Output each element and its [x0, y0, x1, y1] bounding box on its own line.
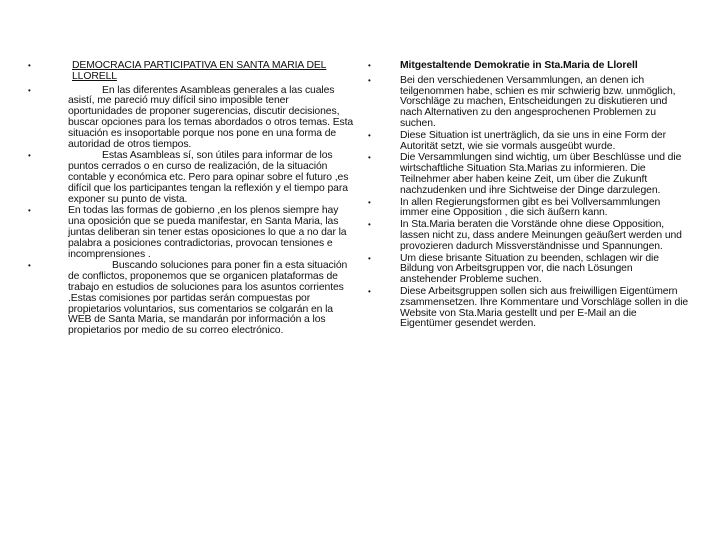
list-item — [28, 261, 356, 337]
bullet: • — [368, 253, 371, 263]
list-item — [368, 131, 690, 153]
list-item — [368, 287, 690, 330]
bullet: • — [368, 75, 371, 85]
bullet: • — [368, 153, 371, 163]
list-item — [368, 220, 690, 252]
list-item — [28, 61, 356, 83]
list-item — [368, 198, 690, 220]
paragraph: In allen Regierungsformen gibt es bei Vollversammlungen immer eine Opposition , die sich äußern kann. — [400, 196, 661, 219]
list-item — [368, 153, 690, 196]
paragraph: En todas las formas de gobierno ,en los plenos siempre hay una oposición que se pueda manifestar, en Santa Maria, las juntas deliberan sin tener estas oposiciones lo que a no dar la palabra a posiciones contradictorias, provocan tensiones e incomprensiones . — [68, 205, 347, 260]
list-item — [368, 76, 690, 130]
paragraph: En las diferentes Asambleas generales a las cuales asistí, me pareció muy difícil sino imposible tener oportunidades de proponer sugerencias, discutir decisiones, buscar opciones para los temas abordados o otros temas. Esta situación es insoportable porque nos pone en una forma de autoridad de otros tiempos. — [68, 84, 354, 150]
bullet: • — [28, 261, 31, 271]
bullet: • — [28, 206, 31, 216]
bullet: • — [368, 220, 371, 230]
bullet: • — [28, 85, 31, 95]
list-item — [368, 254, 690, 286]
bullet: • — [28, 151, 31, 161]
bullet: • — [368, 197, 371, 207]
list-item — [368, 61, 690, 72]
paragraph: Um diese brisante Situation zu beenden, schlagen wir die Bildung von Arbeitsgruppen vor, die nach Lösungen anstehender Probleme suchen. — [400, 252, 659, 286]
list-item — [28, 206, 356, 260]
paragraph: Diese Arbeitsgruppen sollen sich aus freiwilligen Eigentümern zsammensetzen. Ihre Kommentare und Vorschläge sollen in die Website von Sta.Maria gestellt und per E-Mail an die Eigentümer gesendet werden. — [400, 285, 689, 330]
paragraph: Bei den verschiedenen Versammlungen, an denen ich teilgenommen habe, schien es mir schwierig bzw. unmöglich, Vorschläge zu machen, Entscheidungen zu diskutieren und nach Alternativen zu den angesprochenen Problemen zu suchen. — [400, 74, 676, 129]
spanish-column — [28, 61, 356, 337]
bullet: • — [368, 286, 371, 296]
list-item — [28, 151, 356, 205]
bullet: • — [368, 61, 371, 70]
paragraph: Estas Asambleas sí, son útiles para informar de los puntos cerrados o en curso de realización, de la situación contable y económica etc. Pero para opinar sobre el futuro ,es difícil que los participantes tengan la reflexión y el tiempo para exponer su punto de vista. — [68, 150, 349, 205]
list-item — [28, 86, 356, 151]
german-column — [368, 61, 690, 330]
paragraph: Diese Situation ist unerträglich, da sie uns in eine Form der Autorität setzt, wie sie vormals ausgeübt wurde. — [400, 129, 666, 152]
paragraph: Buscando soluciones para poner fin a esta situación de conflictos, proponemos que se organicen plataformas de trabajo en estudios de soluciones para los asuntos corrientes .Estas comisiones por partidas serán compuestas por propietarios voluntarios, sus comentarios se colgarán en la WEB de Santa Maria, se mandarán por información a los propietarios por medio de su correo electrónico. — [68, 260, 348, 337]
bullet: • — [28, 61, 31, 70]
paragraph: Die Versammlungen sind wichtig, um über Beschlüsse und die wirtschaftliche Situation Sta.Marias zu informieren. Die Teilnehmer aber haben keine Zeit, um über die Zukunft nachzudenken und ihre Sichtweise der Dinge darzulegen. — [400, 152, 682, 196]
section-heading: DEMOCRACIA PARTICIPATIVA EN SANTA MARIA DEL LLORELL — [72, 60, 327, 82]
bullet: • — [368, 130, 371, 140]
paragraph: In Sta.Maria beraten die Vorstände ohne diese Opposition, lassen nicht zu, dass andere Meinungen geäußert werden und provozieren dadurch Missverständnisse und Spannungen. — [400, 219, 682, 252]
section-heading: Mitgestaltende Demokratie in Sta.Maria de Llorell — [400, 60, 638, 71]
